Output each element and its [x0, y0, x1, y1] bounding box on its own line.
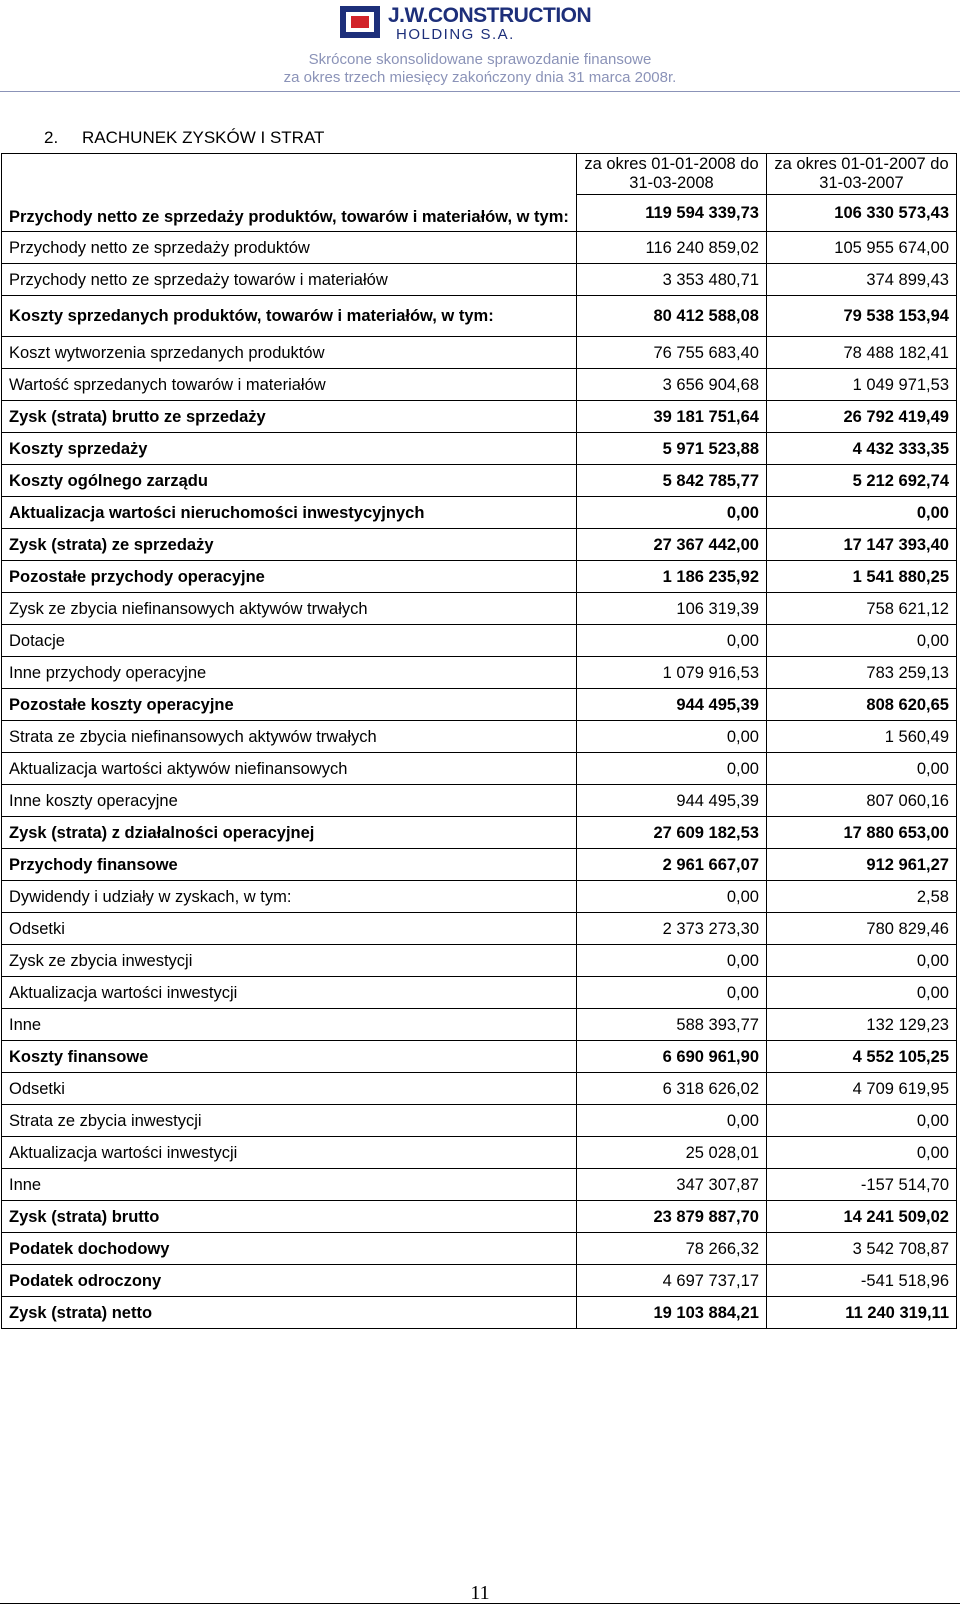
report-period: za okres trzech miesięcy zakończony dnia 31 marca 2008r.	[283, 69, 677, 86]
row-label: Dotacje	[2, 625, 577, 657]
row-value-2008: 0,00	[577, 945, 767, 977]
row-label: Koszty sprzedanych produktów, towarów i materiałów, w tym:	[2, 296, 577, 337]
table-row	[2, 593, 957, 625]
row-value-2008: 19 103 884,21	[577, 1297, 767, 1329]
row-label: Inne	[2, 1169, 577, 1201]
row-value-2008: 1 186 235,92	[577, 561, 767, 593]
row-label: Zysk (strata) netto	[2, 1297, 577, 1329]
row-value-2007: 0,00	[767, 945, 957, 977]
row-value-2008: 0,00	[577, 1105, 767, 1137]
row-value-2007: 780 829,46	[767, 913, 957, 945]
row-value-2007: 758 621,12	[767, 593, 957, 625]
table-row	[2, 945, 957, 977]
table-row	[2, 1169, 957, 1201]
table-row	[2, 529, 957, 561]
row-value-2008: 23 879 887,70	[577, 1201, 767, 1233]
table-row	[2, 465, 957, 497]
row-label: Dywidendy i udziały w zyskach, w tym:	[2, 881, 577, 913]
row-value-2008: 1 079 916,53	[577, 657, 767, 689]
row-value-2008: 0,00	[577, 497, 767, 529]
row-value-2007: 0,00	[767, 625, 957, 657]
section-heading	[44, 128, 324, 148]
section-number: 2.	[44, 128, 59, 147]
row-value-2008: 116 240 859,02	[577, 232, 767, 264]
row-value-2007: 1 049 971,53	[767, 369, 957, 401]
footer-divider	[0, 1603, 960, 1604]
row-value-2008: 27 367 442,00	[577, 529, 767, 561]
row-value-2007: 3 542 708,87	[767, 1233, 957, 1265]
first-row-value-2008: 119 594 339,73	[577, 195, 767, 232]
row-value-2008: 3 353 480,71	[577, 264, 767, 296]
table-row	[2, 561, 957, 593]
row-value-2007: 1 560,49	[767, 721, 957, 753]
row-value-2008: 0,00	[577, 881, 767, 913]
row-value-2008: 0,00	[577, 721, 767, 753]
table-row	[2, 689, 957, 721]
row-label: Zysk (strata) z działalności operacyjnej	[2, 817, 577, 849]
row-value-2008: 78 266,32	[577, 1233, 767, 1265]
row-value-2007: 1 541 880,25	[767, 561, 957, 593]
row-value-2008: 347 307,87	[577, 1169, 767, 1201]
row-value-2008: 80 412 588,08	[577, 296, 767, 337]
table-row	[2, 497, 957, 529]
row-label: Inne	[2, 1009, 577, 1041]
row-value-2007: 2,58	[767, 881, 957, 913]
row-label: Przychody finansowe	[2, 849, 577, 881]
table-row	[2, 232, 957, 264]
row-label: Inne koszty operacyjne	[2, 785, 577, 817]
row-value-2008: 0,00	[577, 625, 767, 657]
table-row	[2, 1073, 957, 1105]
row-value-2008: 5 971 523,88	[577, 433, 767, 465]
row-label: Pozostałe przychody operacyjne	[2, 561, 577, 593]
row-label: Wartość sprzedanych towarów i materiałów	[2, 369, 577, 401]
row-label: Inne przychody operacyjne	[2, 657, 577, 689]
row-value-2007: 4 709 619,95	[767, 1073, 957, 1105]
table-row	[2, 1137, 957, 1169]
table-row	[2, 401, 957, 433]
row-value-2007: -541 518,96	[767, 1265, 957, 1297]
row-value-2007: 4 432 333,35	[767, 433, 957, 465]
row-label: Podatek dochodowy	[2, 1233, 577, 1265]
row-value-2007: 79 538 153,94	[767, 296, 957, 337]
table-row	[2, 1233, 957, 1265]
table-row	[2, 849, 957, 881]
table-row	[2, 753, 957, 785]
row-label: Przychody netto ze sprzedaży towarów i materiałów	[2, 264, 577, 296]
row-value-2008: 0,00	[577, 753, 767, 785]
report-title: Skrócone skonsolidowane sprawozdanie finansowe	[308, 51, 652, 68]
table-row	[2, 625, 957, 657]
row-value-2007: 132 129,23	[767, 1009, 957, 1041]
company-logo-icon	[340, 6, 380, 38]
row-value-2007: 17 147 393,40	[767, 529, 957, 561]
row-value-2007: 105 955 674,00	[767, 232, 957, 264]
row-value-2008: 106 319,39	[577, 593, 767, 625]
row-value-2007: 783 259,13	[767, 657, 957, 689]
row-value-2007: 912 961,27	[767, 849, 957, 881]
row-value-2007: 0,00	[767, 753, 957, 785]
table-row	[2, 1041, 957, 1073]
table-row	[2, 1265, 957, 1297]
row-label: Koszty ogólnego zarządu	[2, 465, 577, 497]
section-title: RACHUNEK ZYSKÓW I STRAT	[82, 128, 325, 147]
table-row	[2, 785, 957, 817]
table-row	[2, 977, 957, 1009]
row-value-2007: 78 488 182,41	[767, 337, 957, 369]
table-row	[2, 1201, 957, 1233]
row-value-2007: 0,00	[767, 497, 957, 529]
row-value-2007: 14 241 509,02	[767, 1201, 957, 1233]
row-label: Strata ze zbycia inwestycji	[2, 1105, 577, 1137]
row-value-2008: 944 495,39	[577, 689, 767, 721]
row-value-2007: 374 899,43	[767, 264, 957, 296]
table-row	[2, 721, 957, 753]
page-header	[0, 0, 960, 92]
row-value-2008: 6 690 961,90	[577, 1041, 767, 1073]
row-value-2008: 2 373 273,30	[577, 913, 767, 945]
row-label: Koszt wytworzenia sprzedanych produktów	[2, 337, 577, 369]
row-label: Strata ze zbycia niefinansowych aktywów trwałych	[2, 721, 577, 753]
row-value-2007: 26 792 419,49	[767, 401, 957, 433]
row-value-2007: 4 552 105,25	[767, 1041, 957, 1073]
table-row	[2, 657, 957, 689]
row-value-2008: 2 961 667,07	[577, 849, 767, 881]
table-row	[2, 881, 957, 913]
row-label: Odsetki	[2, 1073, 577, 1105]
row-value-2008: 4 697 737,17	[577, 1265, 767, 1297]
row-label: Aktualizacja wartości inwestycji	[2, 977, 577, 1009]
first-row-label: Przychody netto ze sprzedaży produktów, towarów i materiałów, w tym:	[2, 154, 577, 232]
first-row-value-2007: 106 330 573,43	[767, 195, 957, 232]
period-2007-header: za okres 01-01-2007 do 31-03-2007	[767, 154, 957, 195]
row-label: Aktualizacja wartości inwestycji	[2, 1137, 577, 1169]
table-row	[2, 433, 957, 465]
header-divider	[0, 91, 960, 92]
row-value-2007: -157 514,70	[767, 1169, 957, 1201]
row-value-2007: 0,00	[767, 1105, 957, 1137]
row-label: Koszty finansowe	[2, 1041, 577, 1073]
income-statement-table	[1, 153, 957, 1329]
table-row	[2, 1009, 957, 1041]
row-label: Aktualizacja wartości aktywów niefinansowych	[2, 753, 577, 785]
row-value-2007: 17 880 653,00	[767, 817, 957, 849]
row-label: Zysk ze zbycia niefinansowych aktywów trwałych	[2, 593, 577, 625]
table-row	[2, 337, 957, 369]
row-value-2008: 39 181 751,64	[577, 401, 767, 433]
period-2008-header: za okres 01-01-2008 do 31-03-2008	[577, 154, 767, 195]
table-header-row	[2, 154, 957, 195]
row-label: Przychody netto ze sprzedaży produktów	[2, 232, 577, 264]
row-value-2007: 0,00	[767, 1137, 957, 1169]
table-row	[2, 296, 957, 337]
row-label: Podatek odroczony	[2, 1265, 577, 1297]
row-value-2008: 944 495,39	[577, 785, 767, 817]
row-value-2007: 11 240 319,11	[767, 1297, 957, 1329]
row-label: Odsetki	[2, 913, 577, 945]
table-row	[2, 817, 957, 849]
row-label: Zysk (strata) ze sprzedaży	[2, 529, 577, 561]
row-value-2008: 0,00	[577, 977, 767, 1009]
row-label: Zysk (strata) brutto	[2, 1201, 577, 1233]
row-label: Zysk (strata) brutto ze sprzedaży	[2, 401, 577, 433]
row-label: Aktualizacja wartości nieruchomości inwestycyjnych	[2, 497, 577, 529]
row-value-2008: 588 393,77	[577, 1009, 767, 1041]
row-value-2008: 3 656 904,68	[577, 369, 767, 401]
row-label: Koszty sprzedaży	[2, 433, 577, 465]
table-row	[2, 913, 957, 945]
row-value-2008: 6 318 626,02	[577, 1073, 767, 1105]
row-value-2007: 5 212 692,74	[767, 465, 957, 497]
company-subname: HOLDING S.A.	[396, 26, 515, 43]
page-number: 11	[470, 1582, 490, 1604]
row-label: Zysk ze zbycia inwestycji	[2, 945, 577, 977]
row-value-2007: 808 620,65	[767, 689, 957, 721]
row-value-2008: 27 609 182,53	[577, 817, 767, 849]
row-label: Pozostałe koszty operacyjne	[2, 689, 577, 721]
row-value-2008: 25 028,01	[577, 1137, 767, 1169]
company-name: J.W.CONSTRUCTION	[388, 4, 592, 27]
table-row	[2, 1105, 957, 1137]
row-value-2008: 76 755 683,40	[577, 337, 767, 369]
table-row	[2, 264, 957, 296]
table-row	[2, 1297, 957, 1329]
table-row	[2, 369, 957, 401]
row-value-2008: 5 842 785,77	[577, 465, 767, 497]
row-value-2007: 0,00	[767, 977, 957, 1009]
row-value-2007: 807 060,16	[767, 785, 957, 817]
